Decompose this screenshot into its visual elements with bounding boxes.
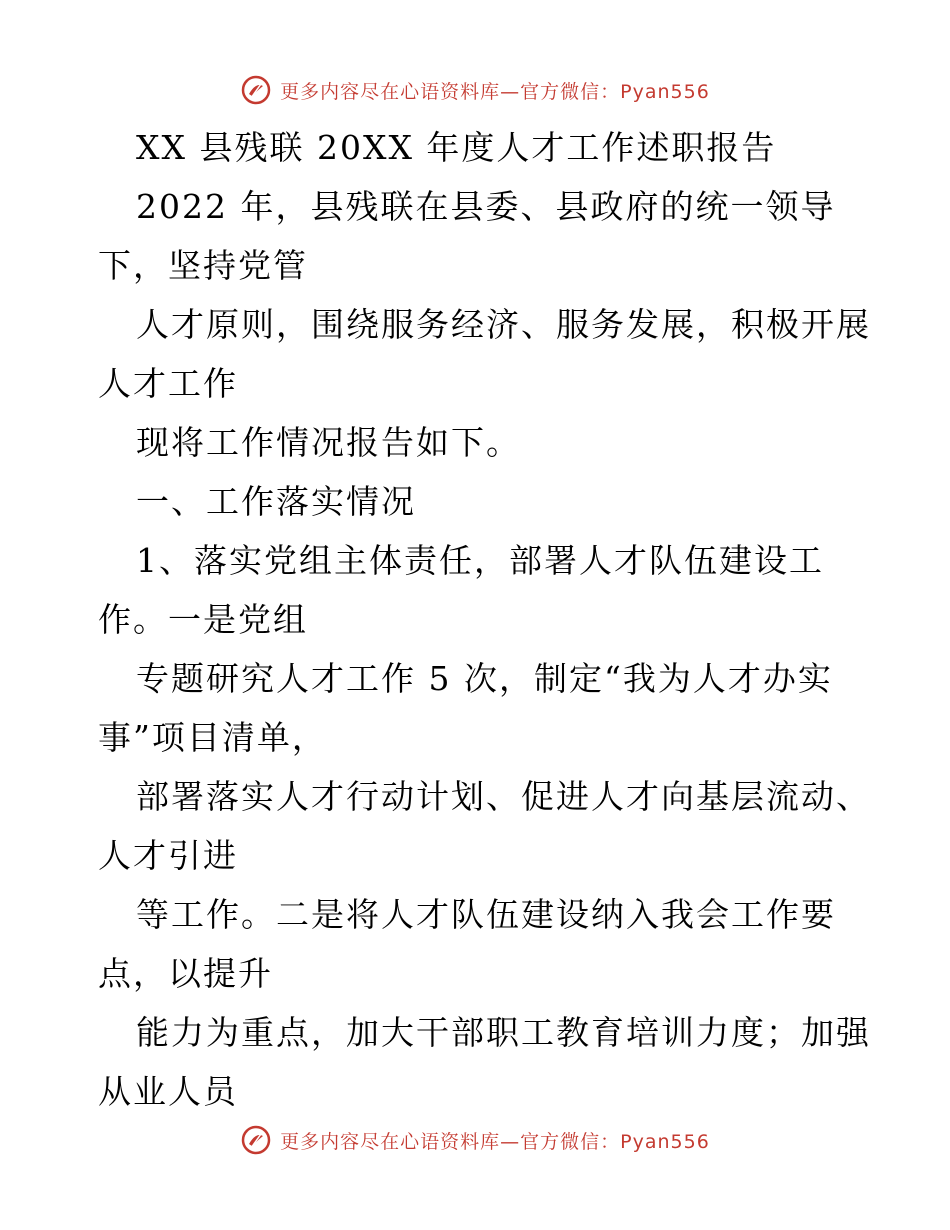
text-line: 人才工作: [98, 364, 238, 403]
text-line: 从业人员: [98, 1072, 238, 1111]
text-line: 部署落实人才行动计划、促进人才向基层流动、: [136, 777, 871, 816]
text-line: 事”项目清单，: [98, 718, 327, 757]
text-line: 2022 年，县残联在县委、县政府的统一领导: [136, 187, 836, 226]
watermark-text: 更多内容尽在心语资料库—官方微信：Pyan556: [280, 1130, 710, 1153]
text-line: 点，以提升: [98, 954, 273, 993]
logo-icon: [240, 1124, 272, 1156]
text-line: 1、落实党组主体责任，部署人才队伍建设工: [136, 541, 824, 580]
document-title: XX 县残联 20XX 年度人才工作述职报告: [136, 128, 777, 167]
text-line: 能力为重点，加大干部职工教育培训力度；加强: [136, 1013, 871, 1052]
document-body: [98, 118, 871, 1121]
watermark-banner-bottom: [0, 1120, 950, 1160]
watermark-banner-top: [0, 70, 950, 110]
text-line: 专题研究人才工作 5 次，制定“我为人才办实: [136, 659, 833, 698]
text-line: 现将工作情况报告如下。: [136, 423, 521, 462]
text-line: 下，坚持党管: [98, 246, 308, 285]
watermark-text: 更多内容尽在心语资料库—官方微信：Pyan556: [280, 80, 710, 103]
text-line: 人才原则，围绕服务经济、服务发展，积极开展: [136, 305, 871, 344]
text-line: 作。一是党组: [98, 600, 308, 639]
text-line: 人才引进: [98, 836, 238, 875]
text-line: 一、工作落实情况: [136, 482, 416, 521]
text-line: 等工作。二是将人才队伍建设纳入我会工作要: [136, 895, 836, 934]
logo-icon: [240, 74, 272, 106]
